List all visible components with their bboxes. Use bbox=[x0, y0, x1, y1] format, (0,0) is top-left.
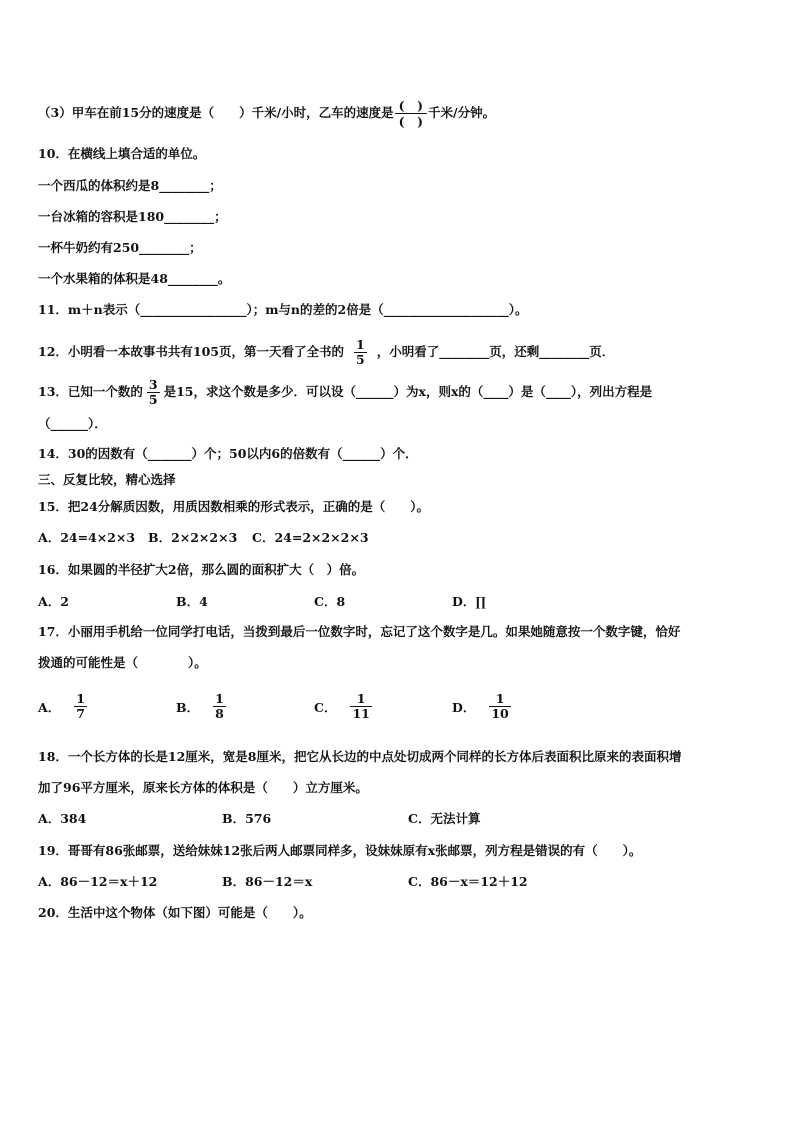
q19-option-c: C．86－x＝12＋12 bbox=[408, 874, 528, 889]
q18-option-b: B．576 bbox=[222, 811, 272, 826]
q15-option-b: B．2×2×2×3 bbox=[148, 530, 238, 545]
question-16: 16．如果圆的半径扩大2倍，那么圆的面积扩大（ ）倍。 bbox=[38, 562, 365, 577]
q16-option-c: C．8 bbox=[314, 594, 346, 609]
question-11: 11．m＋n表示（_________________）；m与n的差的2倍是（____________________）。 bbox=[38, 302, 528, 317]
question-18-line-2: 加了96平方厘米，原来长方体的体积是（ ）立方厘米。 bbox=[38, 780, 368, 795]
q18-option-c: C．无法计算 bbox=[408, 811, 481, 826]
q17-option-c: C． $\frac{1}{11}$ bbox=[314, 691, 370, 721]
q18-option-a: A．384 bbox=[38, 811, 87, 826]
question-12: 12．小明看一本故事书共有105页，第一天看了全书的 $\frac{1}{5}$ ，小明看了________页，还剩________页． bbox=[38, 337, 615, 367]
q15-option-a: A．24=4×2×3 bbox=[38, 530, 136, 545]
question-15: 15．把24分解质因数，用质因数相乘的形式表示，正确的是（ ）。 bbox=[38, 499, 430, 514]
q17-option-d: D． $\frac{1}{10}$ bbox=[452, 691, 509, 721]
question-19: 19．哥哥有86张邮票，送给妹妹12张后两人邮票同样多，设妹妹原有x张邮票，列方程是错误的有（ ）。 bbox=[38, 843, 642, 858]
question-14: 14．30的因数有（_______）个；50以内6的倍数有（______）个． bbox=[38, 446, 418, 461]
q9-3-blank-fraction: $\frac{( )}{( )}$ bbox=[395, 98, 427, 129]
q15-option-c: C．24=2×2×2×3 bbox=[252, 530, 369, 545]
question-9-part-3 bbox=[38, 98, 495, 129]
question-10-a: 一个西瓜的体积约是8________； bbox=[38, 178, 222, 193]
q12-fraction: $\frac{1}{5}$ bbox=[356, 337, 365, 367]
q19-option-b: B．86－12＝x bbox=[222, 874, 313, 889]
q9-3-unit: 千米/分钟。 bbox=[428, 105, 496, 120]
question-13-continued: （______）． bbox=[38, 416, 107, 431]
q16-option-a: A．2 bbox=[38, 594, 69, 609]
question-17-line-2: 拨通的可能性是（ ）。 bbox=[38, 655, 207, 670]
q17-option-b: B． $\frac{1}{8}$ bbox=[176, 691, 224, 721]
question-20: 20．生活中这个物体（如下图）可能是（ ）。 bbox=[38, 905, 312, 920]
q16-option-d: D．∏ bbox=[452, 594, 486, 609]
question-10: 10．在横线上填合适的单位。 bbox=[38, 146, 206, 161]
q16-option-b: B．4 bbox=[176, 594, 208, 609]
question-13: 13．已知一个数的 $\frac{3}{5}$ 是15，求这个数是多少．可以设（______）为x，则x的（____）是（____），列出方程是 bbox=[38, 377, 653, 407]
q17-option-a: A． $\frac{1}{7}$ bbox=[38, 691, 85, 721]
q13-fraction: $\frac{3}{5}$ bbox=[148, 377, 158, 407]
question-10-c: 一杯牛奶约有250________； bbox=[38, 240, 202, 255]
question-17-line-1: 17．小丽用手机给一位同学打电话，当拨到最后一位数字时，忘记了这个数字是几。如果她随意按一个数字键，恰好 bbox=[38, 624, 681, 639]
question-18-line-1: 18．一个长方体的长是12厘米，宽是8厘米，把它从长边的中点处切成两个同样的长方体后表面积比原来的表面积增 bbox=[38, 749, 682, 764]
q9-3-text: （3）甲车在前15分的速度是（ ）千米/小时，乙车的速度是 bbox=[38, 105, 394, 120]
q19-option-a: A．86－12＝x＋12 bbox=[38, 874, 158, 889]
question-10-d: 一个水果箱的体积是48________。 bbox=[38, 271, 231, 286]
section-heading: 三、反复比较，精心选择 bbox=[38, 472, 176, 487]
question-10-b: 一台冰箱的容积是180________； bbox=[38, 209, 227, 224]
